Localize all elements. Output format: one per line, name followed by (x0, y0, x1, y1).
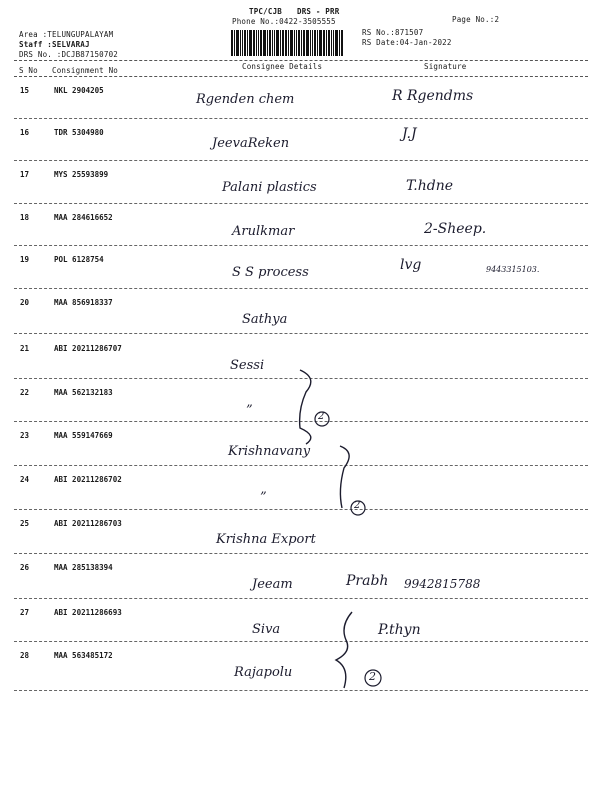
col-consignment: Consignment No (52, 66, 119, 75)
row-consignee-handwritten: Arulkmar (232, 224, 295, 239)
row-consignment-no: MAA 559147669 (54, 431, 113, 440)
row-sno: 17 (20, 170, 30, 179)
area-label: Area :TELUNGUPALAYAM (19, 30, 114, 39)
drs-number: DRS No. :DCJB87150702 (19, 50, 119, 59)
row-sno: 18 (20, 213, 30, 222)
row-sno: 16 (20, 128, 30, 137)
bracket-27-28 (336, 612, 352, 688)
bracket-21-22 (300, 370, 311, 444)
row-signature: lvg (400, 257, 422, 273)
group-count-1: 2 (318, 411, 325, 422)
row-signature: P.thyn (378, 622, 421, 638)
row-consignee-handwritten: Siva (252, 622, 281, 637)
row-phone-note: 9443315103. (486, 265, 540, 274)
bracket-23-24 (340, 446, 349, 508)
row-consignee-handwritten: Krishna Export (216, 532, 316, 547)
row-sno: 20 (20, 298, 30, 307)
rs-date: RS Date:04-Jan-2022 (362, 38, 452, 47)
row-consignment-no: NKL 2904205 (54, 86, 104, 95)
row-consignee-handwritten: Krishnavany (228, 444, 311, 459)
row-consignee-handwritten: ” (260, 490, 267, 505)
row-consignment-no: MYS 25593899 (54, 170, 109, 179)
row-consignment-no: ABI 20211286693 (54, 608, 122, 617)
row-phone-note: 9942815788 (404, 577, 481, 591)
group-count-2: 2 (354, 500, 361, 511)
row-consignee-handwritten: JeevaReken (212, 136, 290, 151)
row-consignee-handwritten: ” (246, 403, 253, 418)
staff-label: Staff :SELVARAJ (19, 40, 90, 49)
row-sno: 26 (20, 563, 30, 572)
row-sno: 19 (20, 255, 30, 264)
row-consignment-no: MAA 562132183 (54, 388, 113, 397)
row-sno: 23 (20, 431, 30, 440)
row-consignment-no: ABI 20211286707 (54, 344, 122, 353)
row-signature: R Rgendms (392, 88, 474, 104)
row-consignment-no: MAA 856918337 (54, 298, 113, 307)
row-sno: 22 (20, 388, 30, 397)
row-consignee-handwritten: Palani plastics (222, 180, 317, 195)
row-consignment-no: MAA 285138394 (54, 563, 113, 572)
row-sno: 24 (20, 475, 30, 484)
row-signature: 2-Sheep. (424, 221, 487, 237)
row-consignee-handwritten: S S process (232, 265, 309, 280)
row-consignee-handwritten: Jeeam (252, 577, 293, 592)
row-consignment-no: ABI 20211286703 (54, 519, 122, 528)
row-consignment-no: MAA 563485172 (54, 651, 113, 660)
row-sno: 25 (20, 519, 30, 528)
page-number: Page No.:2 (452, 15, 500, 24)
group-count-3: 2 (369, 670, 376, 683)
row-consignee-handwritten: Rajapolu (234, 665, 293, 680)
rs-number: RS No.:871507 (362, 28, 424, 37)
row-consignment-no: TDR 5304980 (54, 128, 104, 137)
row-sno: 21 (20, 344, 30, 353)
row-signature: Prabh (346, 573, 389, 589)
report-title: DRS - PRR (297, 7, 340, 16)
col-sno: S No (19, 66, 38, 75)
row-sno: 28 (20, 651, 30, 660)
row-consignee-handwritten: Sessi (230, 358, 265, 373)
row-consignee-handwritten: Rgenden chem (196, 92, 295, 107)
row-consignment-no: POL 6128754 (54, 255, 104, 264)
row-consignee-handwritten: Sathya (242, 312, 288, 327)
row-sno: 27 (20, 608, 30, 617)
row-sno: 15 (20, 86, 30, 95)
col-signature: Signature (424, 62, 467, 71)
col-consignee: Consignee Details (242, 62, 323, 71)
row-signature: J.J (402, 126, 417, 142)
report-title-code: TPC/CJB (249, 7, 283, 16)
row-consignment-no: MAA 284616652 (54, 213, 113, 222)
row-signature: T.hdne (406, 178, 454, 194)
phone-number: Phone No.:0422-3505555 (232, 17, 336, 26)
row-consignment-no: ABI 20211286702 (54, 475, 122, 484)
